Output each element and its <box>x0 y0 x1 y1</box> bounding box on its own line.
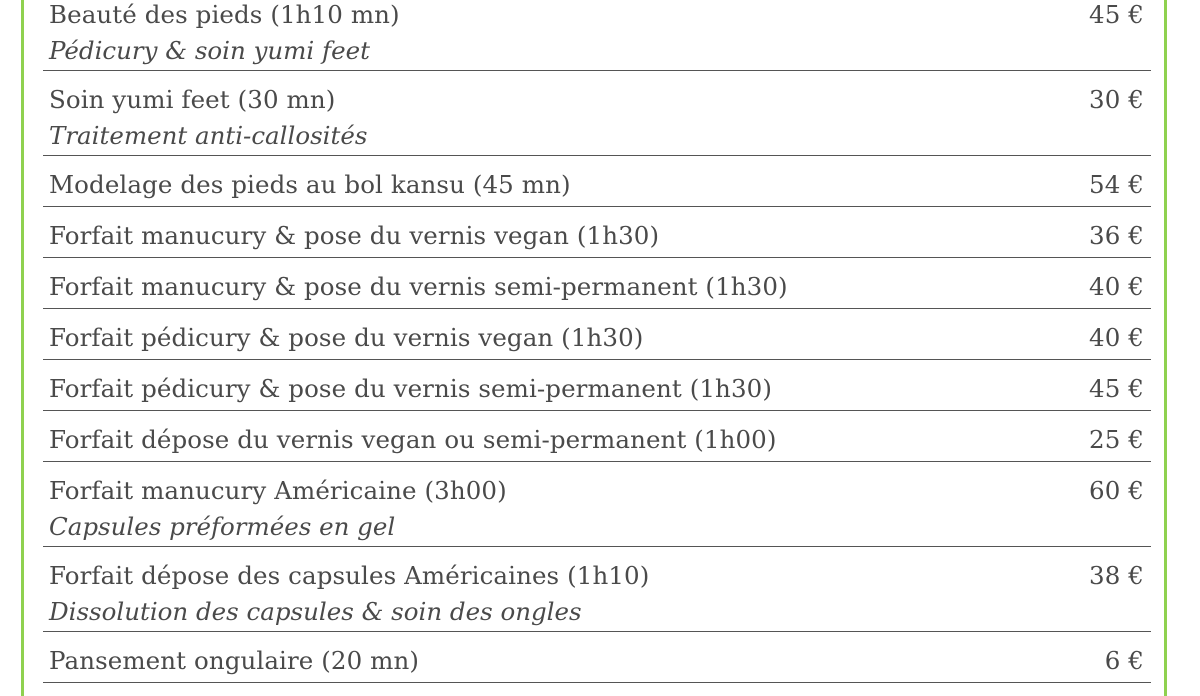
item-price: 30 € <box>1089 85 1144 114</box>
item-price: 45 € <box>1089 374 1144 403</box>
item-price: 25 € <box>1089 425 1144 454</box>
list-item <box>43 156 1151 207</box>
item-subtitle: Capsules préformées en gel <box>49 512 396 541</box>
item-price: 36 € <box>1089 221 1144 250</box>
list-item <box>43 547 1151 632</box>
item-name: Forfait pédicury & pose du vernis semi-permanent (1h30) <box>49 374 772 403</box>
list-item <box>43 0 1151 71</box>
item-name: Modelage des pieds au bol kansu (45 mn) <box>49 170 571 199</box>
item-subtitle: Dissolution des capsules & soin des ongles <box>49 597 582 626</box>
price-list <box>43 0 1151 683</box>
item-name: Forfait pédicury & pose du vernis vegan (1h30) <box>49 323 644 352</box>
list-item <box>43 632 1151 683</box>
item-name: Forfait dépose des capsules Américaines (1h10) <box>49 561 650 590</box>
list-item <box>43 258 1151 309</box>
item-price: 40 € <box>1089 272 1144 301</box>
item-name: Forfait manucury Américaine (3h00) <box>49 476 507 505</box>
item-name: Soin yumi feet (30 mn) <box>49 85 336 114</box>
item-subtitle: Pédicury & soin yumi feet <box>49 36 370 65</box>
item-subtitle: Traitement anti-callosités <box>49 121 368 150</box>
item-name: Forfait dépose du vernis vegan ou semi-permanent (1h00) <box>49 425 777 454</box>
item-name: Forfait manucury & pose du vernis semi-permanent (1h30) <box>49 272 788 301</box>
list-item <box>43 462 1151 547</box>
item-price: 60 € <box>1089 476 1144 505</box>
list-item <box>43 71 1151 156</box>
item-name: Pansement ongulaire (20 mn) <box>49 646 420 675</box>
list-item <box>43 360 1151 411</box>
item-price: 6 € <box>1104 646 1144 675</box>
item-price: 40 € <box>1089 323 1144 352</box>
item-price: 54 € <box>1089 170 1144 199</box>
item-name: Forfait manucury & pose du vernis vegan (1h30) <box>49 221 660 250</box>
list-item <box>43 411 1151 462</box>
item-price: 38 € <box>1089 561 1144 590</box>
item-price: 45 € <box>1089 0 1144 29</box>
list-item <box>43 207 1151 258</box>
item-name: Beauté des pieds (1h10 mn) <box>49 0 400 29</box>
list-item <box>43 309 1151 360</box>
